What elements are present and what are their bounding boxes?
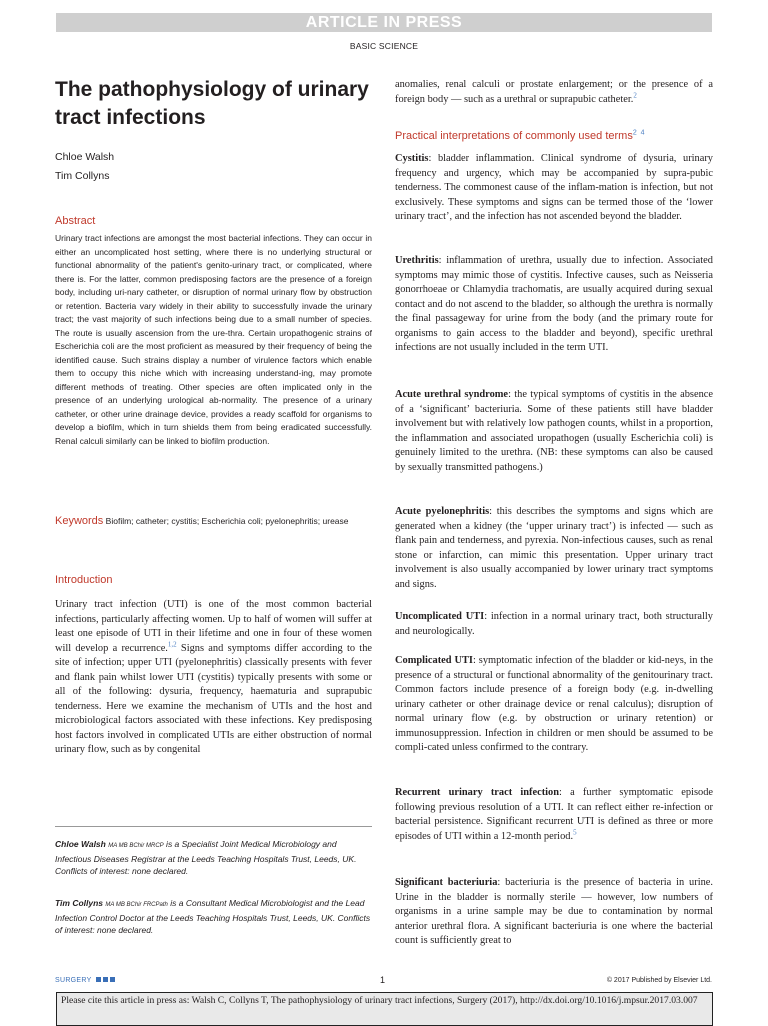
term-label: Complicated UTI [395,655,473,666]
article-title: The pathophysiology of urinary tract infections [55,78,369,129]
author-name: Chloe Walsh [55,151,115,163]
col2-intro-text: anomalies, renal calculi or prostate enlargement; or the presence of a foreign body — such as a urethral or suprapubic catheter. [395,79,713,105]
abstract-heading: Abstract [55,215,96,227]
term-definition [395,505,713,592]
author-name: Tim Collyns [55,170,110,182]
keywords-label: Keywords [55,515,104,527]
intro-text-part: Signs and symptoms differ according to the site of infection; upper UTI (pyelonephritis) classically presents with fever and flank pain whilst lower UTI (cystitis) typically presents with some or all of the following: dysuria, frequency, haematuria and suprapubic tenderness. Here we examine the mechanism of UTIs and the host and microbiological factors associated with these infections. Key predisposing host factors involved in complicated UTIs are either obstruction of normal urinary flow, such as by congenital [55,642,372,755]
terms-heading [395,130,645,142]
footnote-divider [55,826,372,827]
terms-heading-text: Practical interpretations of commonly used terms [395,130,633,142]
term-text: : bladder inflammation. Clinical syndrome of dysuria, urinary frequency and urgency, which may be accompanied by supra-pubic tenderness. The commonest cause of the inflam-mation is infection, but not exclusively. These symptoms and signs can be termed those of the ‘lower urinary tract’, and the infection has not ascended beyond the bladder. [395,153,713,222]
keywords-text: Biofilm; catheter; cystitis; Escherichia coli; pyelonephritis; urease [105,516,349,526]
term-definition [395,254,713,356]
term-text: : inflammation of urethra, usually due to infection. Associated symptoms may mimic those of cystitis. Infective causes, such as Neisseria gonorrhoeae or Chlamydia trachomatis, are usually acquired during sexual contact and do not ascend to the bladder, so although the urethra is normally the final passageway for urine from the body (and the primary route for organisms to gain access to the bladder and beyond), specific urethral infections are not usually included in the term UTI. [395,255,713,353]
article-in-press-banner: ARTICLE IN PRESS [56,13,712,32]
term-label: Urethritis [395,255,439,266]
term-definition [395,786,713,844]
bio-name: Tim Collyns [55,898,104,908]
term-definition [395,876,713,949]
term-text: : a further symptomatic episode following previous resolution of a UTI. It can reflect either re-infection or bacterial persistence. Significant recurrent UTI is defined as three or more episodes of UTI within a 12-month period. [395,787,713,842]
citation-ref[interactable]: 1,2 [167,640,177,649]
term-label: Significant bacteriuria [395,877,498,888]
term-text: : the typical symptoms of cystitis in the absence of a ‘significant’ bacteriuria. Some of these patients still have bladder involvement but with relatively low pathogen counts, whilst in a proportion, the inflammation and associated uropathogen (usually Escherichia coli) is genuinely limited to the urethra. (NB: these symptoms can also be caused by sexually transmitted pathogens.) [395,389,714,473]
term-definition [395,654,713,756]
abstract-text: Urinary tract infections are amongst the most bacterial infections. They can occur in either an uncomplicated host setting, where there is no underlying structural or functional abnormality of the patient's genito-urinary tract, or complicated, where there is. For the latter, common predisposing factors are the presence of a foreign body, including uri-nary catheter, or disruption of normal urinary flow by obstruction or retention. Bacteria vary widely in their ability to successfully invade the urinary tract; the vast majority of such infections being due to a small number of species. The route is usually ascension from the ure-thra. Certain uropathogenic strains of Escherichia coli are the most proficient as measured by their frequency of being the identified cause. Such strains display a number of virulence factors which enable them to occupy this niche which with increasing understand-ing, may promote different methods of treating. Other species are often implicated only in the presence of an underlying urological ab-normality. The presence of a urinary catheter, or other urine drainage device, provides a ready scaffold for organisms to develop a biofilm, which in turn shields them from being eradicated successfully. Renal calculi similarly can be linked to biofilm production. [55,233,372,446]
square-icon [96,977,101,982]
square-icon [110,977,115,982]
term-label: Recurrent urinary tract infection [395,787,560,798]
page-number: 1 [380,975,386,985]
bio-text: is a Consultant Medical Microbiologist and the Lead Infection Control Doctor at the Leeds Teaching Hospitals Trust, Leeds, UK. Conflicts of interest: none declared. [55,898,371,935]
introduction-text [55,598,372,758]
term-definition [395,152,713,225]
term-text: : infection in a normal urinary tract, both structurally and neurologically. [395,611,713,637]
term-label: Cystitis [395,153,429,164]
introduction-heading: Introduction [55,574,113,586]
citation-ref[interactable]: 2 4 [632,129,645,137]
square-icon [103,977,108,982]
author-bio [55,897,372,937]
term-definition [395,388,713,475]
citation-ref[interactable]: 5 [573,828,577,837]
journal-footer [55,977,115,984]
term-text: : this describes the symptoms and signs which are generated when a kidney (the ‘upper urinary tract’) is infected — such as flank pain and tenderness, and pyrexia. Non-infectious causes, such as renal stone or infarction, can mimic this presentation. Upper urinary tract involvement is also usually accompanied by lower urinary tract symptoms and signs. [395,506,713,590]
bio-text: is a Specialist Joint Medical Microbiology and Infectious Diseases Registrar at the Leeds Teaching Hospitals Trust, Leeds, UK. Conflicts of interest: none declared. [55,839,357,876]
journal-name: SURGERY [55,977,92,984]
term-text: : symptomatic infection of the bladder or kid-neys, in the presence of a structural or functional abnormality of the genitourinary tract. Common factors include presence of a foreign body (e.g. in-dwelling urinary catheter or other drainage device or renal calculus); disruption of normal urinary flow (e.g. by obstruction or urinary retention) or immunosuppression. Infection in children or men should be assumed to be compli-cated unless confirmed to the contrary. [395,655,714,753]
term-label: Acute urethral syndrome [395,389,509,400]
term-label: Acute pyelonephritis [395,506,490,517]
term-label: Uncomplicated UTI [395,611,485,622]
citation-ref[interactable]: 2 [633,91,637,100]
column-two-intro [395,78,713,107]
term-text: : bacteriuria is the presence of bacteria in urine. Urine in the bladder is normally sterile — however, low numbers of organisms in a urine sample may be due to contamination by normal anterior urethral flora. A significant bacteriuria is one where the bacterial count is sufficiently great to [395,877,713,946]
intro-text-part: Urinary tract infection (UTI) is one of the most common bacterial infections, particularly affecting women. Up to half of women will suffer at least one episode of UTI in their lifetime and one in four of these women will develop a recurrence. [55,599,372,654]
citation-box: Please cite this article in press as: Walsh C, Collyns T, The pathophysiology of urinary tract infections, Surgery (2017), http://dx.doi.org/10.1016/j.mpsur.2017.03.007 [56,992,713,1026]
keywords [55,515,372,529]
bio-qualifications: MA MB BChir FRCPath [105,902,168,908]
bio-name: Chloe Walsh [55,839,106,849]
bio-qualifications: MA MB BChir MRCP [108,843,164,849]
copyright: © 2017 Published by Elsevier Ltd. [606,977,712,984]
term-definition [395,610,713,639]
section-label: BASIC SCIENCE [349,41,419,51]
author-bio [55,838,372,878]
